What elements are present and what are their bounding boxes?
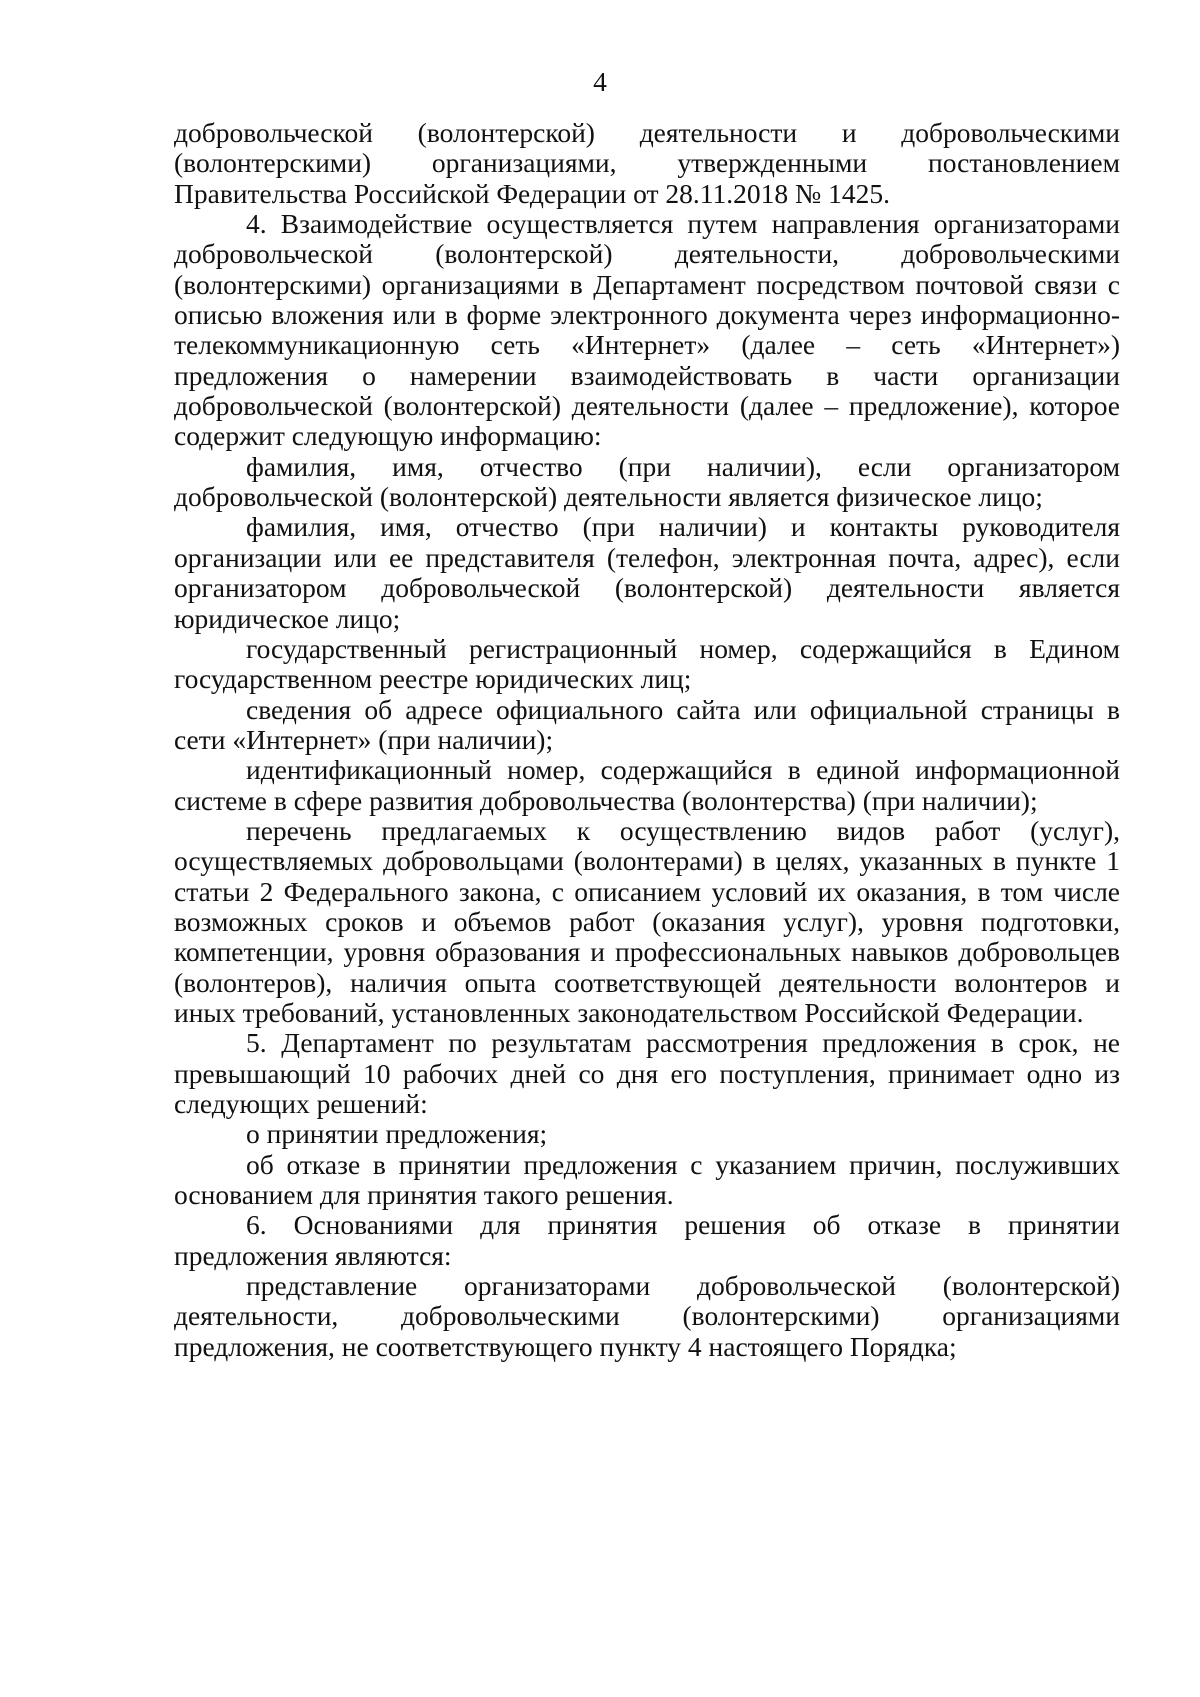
paragraph: фамилия, имя, отчество (при наличии), если организатором добровольческой (волонтерской) деятельности является физическое лицо; bbox=[174, 450, 1120, 513]
paragraph: государственный регистрационный номер, содержащийся в Едином государственном реестре юридических лиц; bbox=[174, 632, 1120, 695]
paragraph: сведения об адресе официального сайта или официальной страницы в сети «Интернет» (при наличии); bbox=[174, 693, 1120, 755]
paragraph: 6. Основаниями для принятия решения об отказе в принятии предложения являются: bbox=[174, 1209, 1120, 1271]
document-body bbox=[174, 118, 1120, 1362]
paragraph: добровольческой (волонтерской) деятельности и добровольческими (волонтерскими) организациями, утвержденными постановлением Правительства Российской Федерации от 28.11.2018 № 1425. bbox=[174, 117, 1120, 209]
paragraph: о принятии предложения; bbox=[246, 1118, 548, 1150]
paragraph: представление организаторами добровольческой (волонтерской) деятельности, добровольческими (волонтерскими) организациями предложения, не соответствующего пункту 4 настоящего Порядка; bbox=[174, 1270, 1120, 1362]
paragraph: фамилия, имя, отчество (при наличии) и контакты руководителя организации или ее представителя (телефон, электронная почта, адрес), если организатором добровольческой (волонтерской) деятельности является юридическое лицо; bbox=[174, 511, 1120, 634]
paragraph: перечень предлагаемых к осуществлению видов работ (услуг), осуществляемых добровольцами (волонтерами) в целях, указанных в пункте 1 статьи 2 Федерального закона, с описанием условий их оказания, в том числе возможных сроков и объемов работ (оказания услуг), уровня подготовки, компетенции, уровня образования и профессиональных навыков добровольцев (волонтеров), наличия опыта соответствующей деятельности волонтеров и иных требований, установленных законодательством Российской Федерации. bbox=[174, 814, 1120, 1028]
page-number: 4 bbox=[593, 66, 607, 97]
paragraph: об отказе в принятии предложения с указанием причин, послуживших основанием для принятия такого решения. bbox=[174, 1148, 1120, 1211]
paragraph: идентификационный номер, содержащийся в единой информационной системе в сфере развития добровольчества (волонтерства) (при наличии); bbox=[174, 754, 1120, 816]
paragraph: 5. Департамент по результатам рассмотрения предложения в срок, не превышающий 10 рабочих дней со дня его поступления, принимает одно из следующих решений: bbox=[174, 1027, 1120, 1119]
paragraph: 4. Взаимодействие осуществляется путем направления организаторами добровольческой (волонтерской) деятельности, добровольческими (волонтерскими) организациями в Департамент посредством почтовой связи с описью вложения или в форме электронного документа через информационно-телекоммуникационную сеть «Интернет» (далее – сеть «Интернет») предложения о намерении взаимодействовать в части организации добровольческой (волонтерской) деятельности (далее – предложение), которое содержит следующую информацию: bbox=[174, 208, 1120, 452]
